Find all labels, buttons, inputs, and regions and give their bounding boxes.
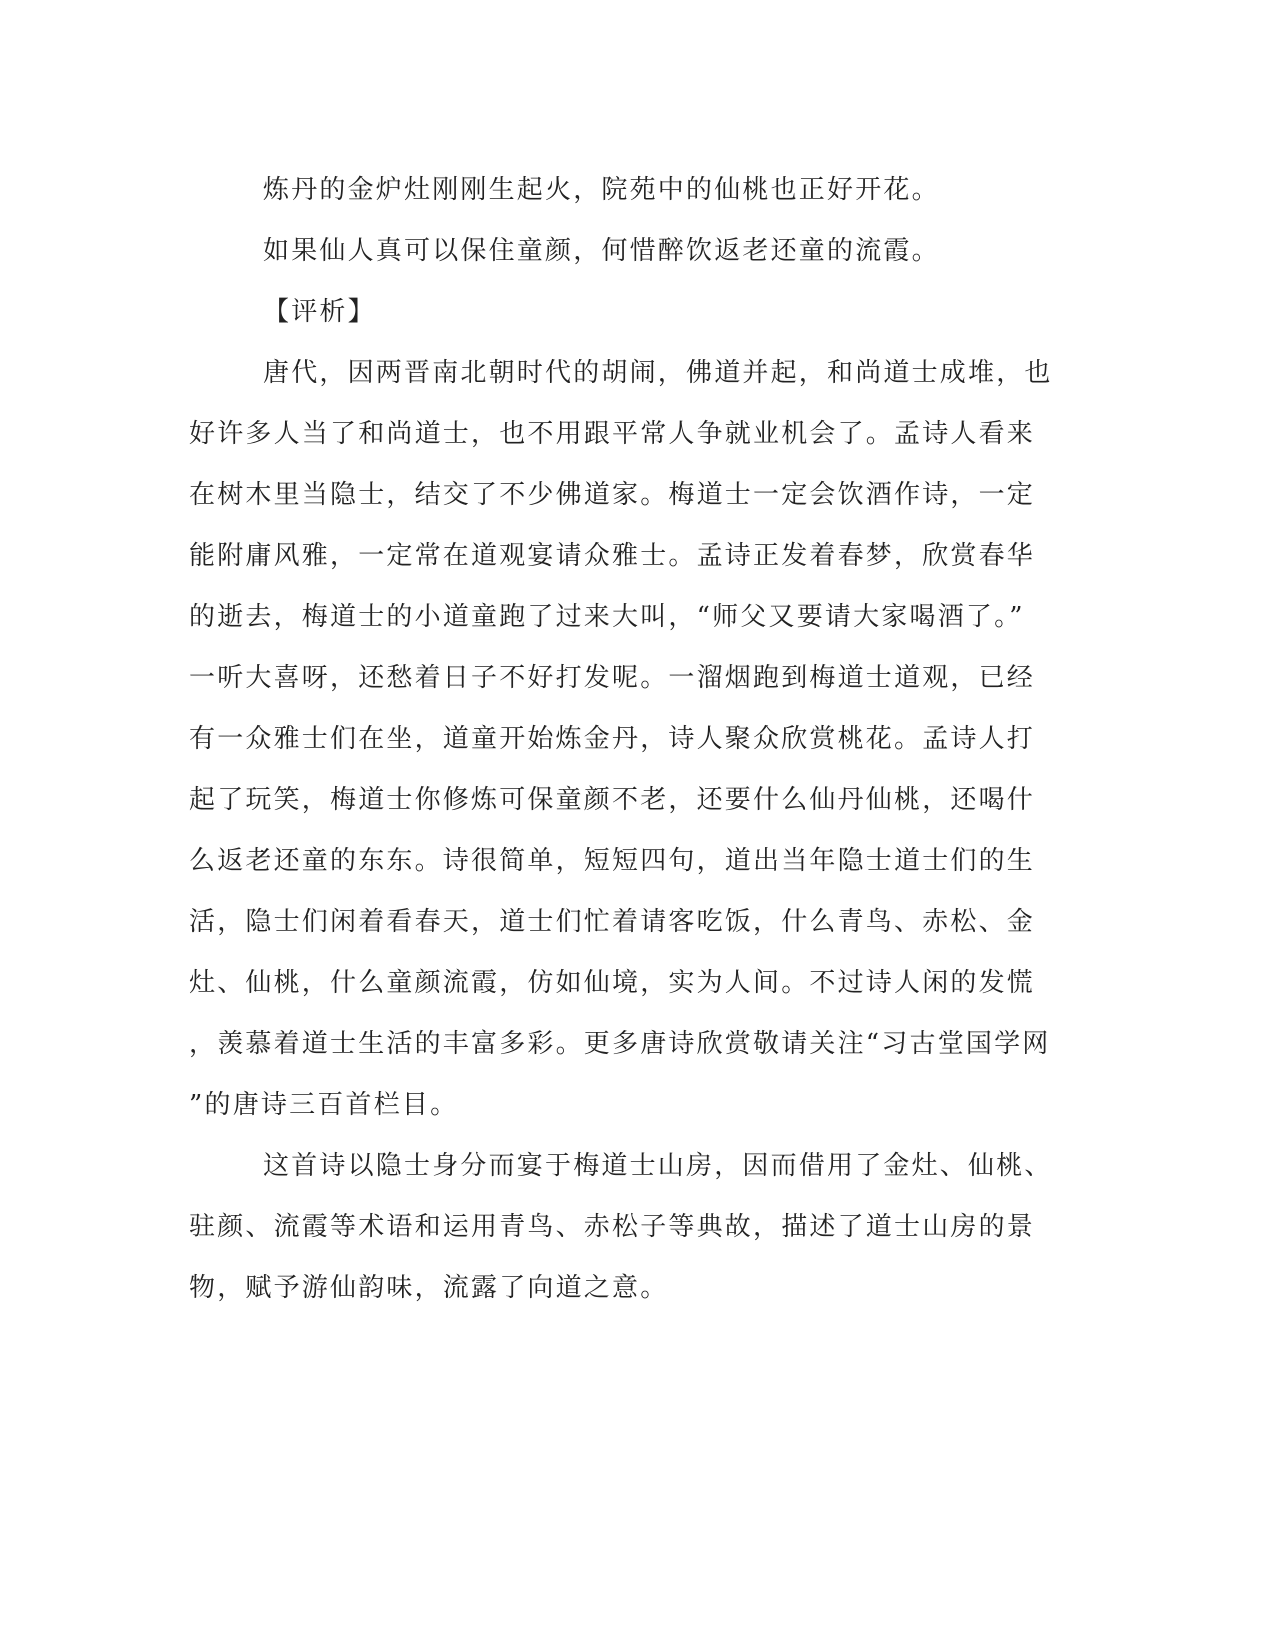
paragraph-line: 这首诗以隐士身分而宴于梅道士山房，因而借用了金灶、仙桃、 bbox=[263, 1151, 1053, 1181]
paragraph-line: 活，隐士们闲着看春天，道士们忙着请客吃饭，什么青鸟、赤松、金 bbox=[189, 907, 1036, 937]
paragraph-line: ，羡慕着道士生活的丰富多彩。更多唐诗欣赏敬请关注“习古堂国学网 bbox=[189, 1029, 1051, 1059]
paragraph-line: 有一众雅士们在坐，道童开始炼金丹，诗人聚众欣赏桃花。孟诗人打 bbox=[189, 724, 1036, 754]
translation-line-2-text: 如果仙人真可以保住童颜，何惜醉饮返老还童的流霞。 bbox=[263, 236, 940, 266]
paragraph-line: 起了玩笑，梅道士你修炼可保童颜不老，还要什么仙丹仙桃，还喝什 bbox=[189, 785, 1036, 815]
paragraph-line: 么返老还童的东东。诗很简单，短短四句，道出当年隐士道士们的生 bbox=[189, 846, 1036, 876]
paragraph-line: 唐代，因两晋南北朝时代的胡闹，佛道并起，和尚道士成堆，也 bbox=[263, 358, 1053, 388]
paragraph-line: 驻颜、流霞等术语和运用青鸟、赤松子等典故，描述了道士山房的景 bbox=[189, 1212, 1036, 1242]
translation-line-2 bbox=[189, 221, 1069, 282]
paragraph-line: 物，赋予游仙韵味，流露了向道之意。 bbox=[189, 1273, 669, 1303]
paragraph-line: 能附庸风雅，一定常在道观宴请众雅士。孟诗正发着春梦，欣赏春华 bbox=[189, 541, 1036, 571]
document-body bbox=[189, 160, 1069, 1319]
translation-line-1 bbox=[189, 160, 1069, 221]
translation-line-1-text: 炼丹的金炉灶刚刚生起火，院苑中的仙桃也正好开花。 bbox=[263, 175, 940, 205]
analysis-paragraph-2 bbox=[189, 1136, 1069, 1319]
paragraph-line: 灶、仙桃，什么童颜流霞，仿如仙境，实为人间。不过诗人闲的发慌 bbox=[189, 968, 1036, 998]
paragraph-line: 在树木里当隐士，结交了不少佛道家。梅道士一定会饮酒作诗，一定 bbox=[189, 480, 1036, 510]
paragraph-line: ”的唐诗三百首栏目。 bbox=[189, 1090, 459, 1120]
analysis-heading bbox=[189, 282, 1069, 343]
paragraph-line: 好许多人当了和尚道士，也不用跟平常人争就业机会了。孟诗人看来 bbox=[189, 419, 1036, 449]
paragraph-line: 一听大喜呀，还愁着日子不好打发呢。一溜烟跑到梅道士道观，已经 bbox=[189, 663, 1036, 693]
analysis-heading-text: 【评析】 bbox=[263, 297, 376, 327]
analysis-paragraph-1 bbox=[189, 343, 1069, 1136]
paragraph-line: 的逝去，梅道士的小道童跑了过来大叫，“师父又要请大家喝酒了。” bbox=[189, 602, 1025, 632]
